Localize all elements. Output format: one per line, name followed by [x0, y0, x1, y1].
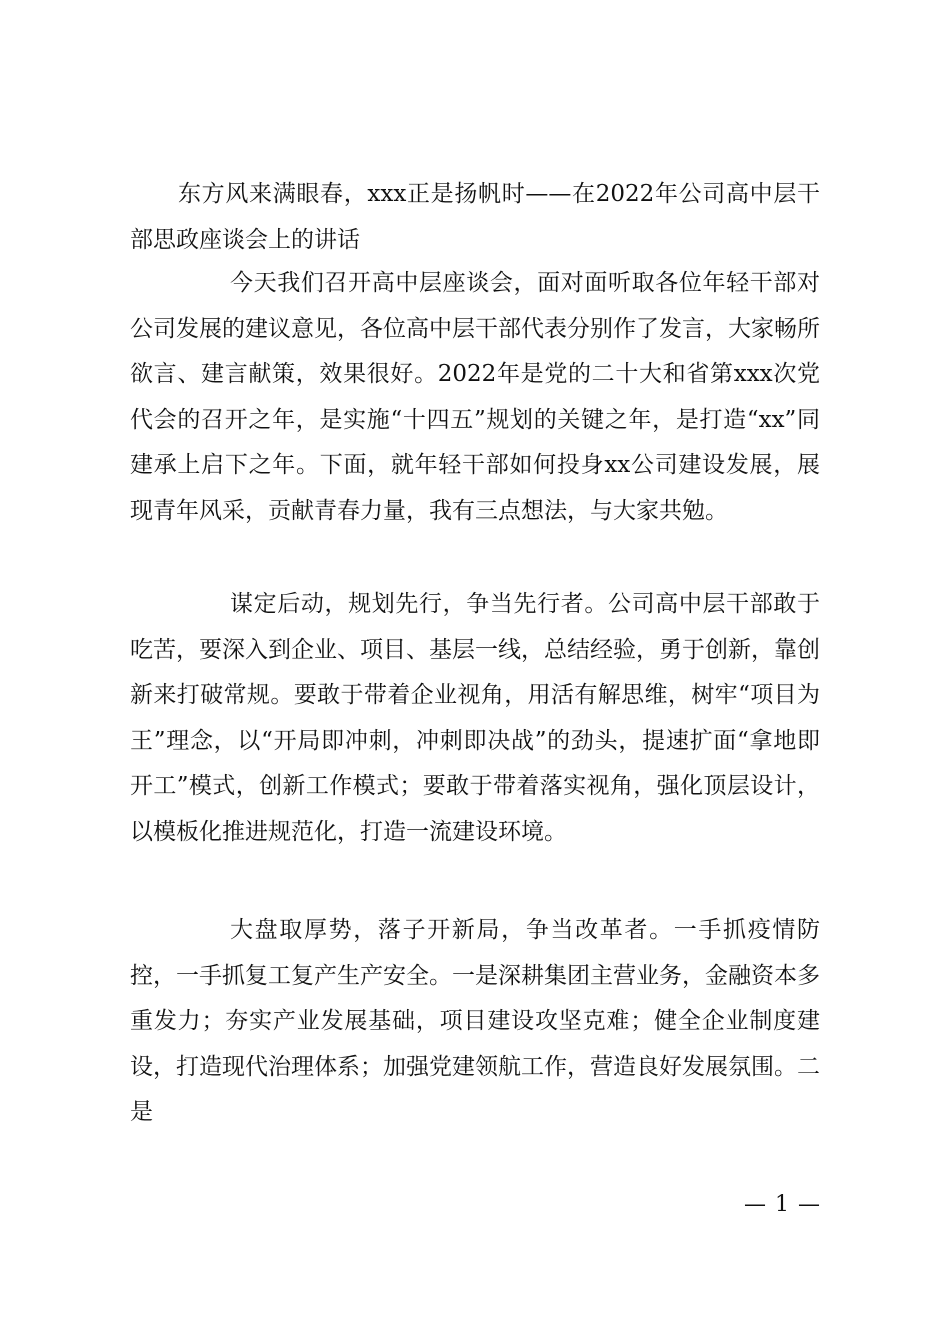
paragraph-intro: 今天我们召开高中层座谈会，面对面听取各位年轻干部对公司发展的建议意见，各位高中层干部代表分别作了发言，大家畅所欲言、建言献策，效果很好。2022年是党的二十大和省第xxx次党代会的召开之年，是实施“十四五”规划的关键之年，是打造“xx”同建承上启下之年。下面，就年轻干部如何投身xx公司建设发展，展现青年风采，贡献青春力量，我有三点想法，与大家共勉。: [130, 270, 820, 524]
document-title: 东方风来满眼春，xxx正是扬帆时——在2022年公司高中层干部思政座谈会上的讲话: [130, 181, 820, 253]
paragraph-first-point: 谋定后动，规划先行，争当先行者。公司高中层干部敢于吃苦，要深入到企业、项目、基层一线，总结经验，勇于创新，靠创新来打破常规。要敢于带着企业视角，用活有解思维，树牢“项目为王”理念，以“开局即冲刺，冲刺即决战”的劲头，提速扩面“拿地即开工”模式，创新工作模式；要敢于带着落实视角，强化顶层设计，以模板化推进规范化，打造一流建设环境。: [130, 591, 820, 845]
page-number: — 1 —: [744, 1192, 821, 1217]
paragraph-second-point: 大盘取厚势，落子开新局，争当改革者。一手抓疫情防控，一手抓复工复产生产安全。一是深耕集团主营业务，金融资本多重发力；夯实产业发展基础，项目建设攻坚克难；健全企业制度建设，打造现代治理体系；加强党建领航工作，营造良好发展氛围。二是: [130, 917, 820, 1125]
